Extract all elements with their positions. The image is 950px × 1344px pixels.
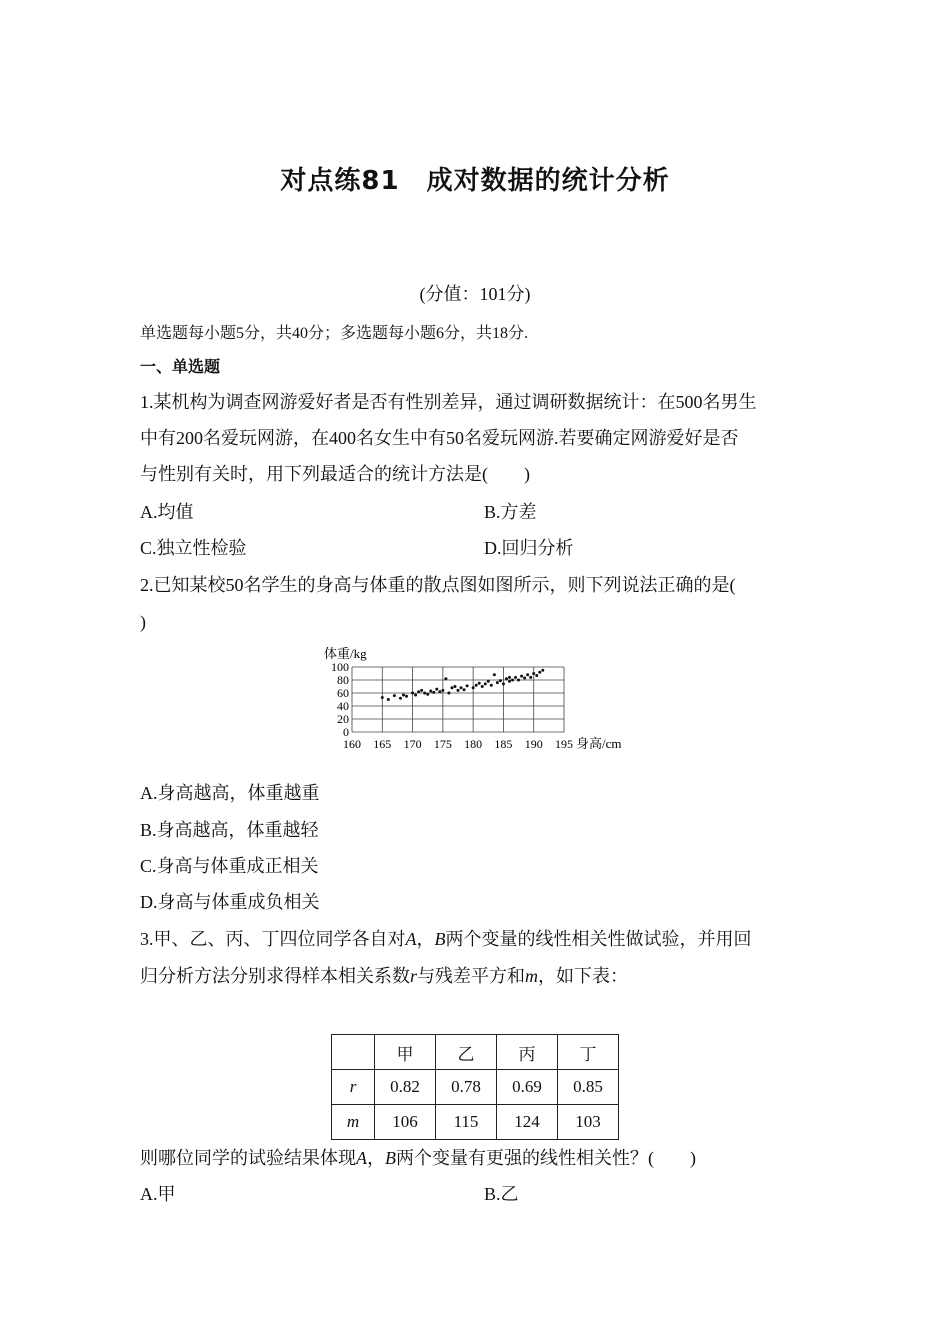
q1-line1: 1.某机构为调查网游爱好者是否有性别差异，通过调研数据统计：在500名男生: [140, 392, 757, 412]
scatter-point: [460, 686, 463, 689]
chart-grid: [352, 667, 564, 732]
q1-option-d: D.回归分析: [484, 538, 574, 558]
x-tick-label: 195: [555, 737, 573, 751]
x-tick-labels: [343, 737, 573, 751]
scatter-point: [435, 688, 438, 691]
x-tick-label: 160: [343, 737, 361, 751]
q3-option-a: A.甲: [140, 1184, 176, 1204]
scatter-point: [475, 684, 478, 687]
scatter-point: [438, 690, 441, 693]
scatter-point: [399, 697, 402, 700]
q1-option-a: A.均值: [140, 502, 194, 522]
y-tick-label: 40: [337, 699, 349, 713]
scatter-point: [523, 677, 526, 680]
y-tick-label: 80: [337, 673, 349, 687]
scatter-point: [496, 681, 499, 684]
scatter-point: [502, 682, 505, 685]
scatter-point: [505, 677, 508, 680]
scatter-point: [423, 692, 426, 695]
x-tick-label: 175: [433, 737, 452, 751]
scatter-point: [493, 673, 496, 676]
var-m: m: [525, 966, 539, 986]
q3-question-sep: ，: [367, 1148, 385, 1168]
results-table: [331, 1034, 619, 1140]
table-cell: 丙: [497, 1035, 558, 1070]
q3-line2-part-c: ，如下表：: [538, 966, 629, 986]
score-note: (分值：101分): [419, 284, 531, 304]
q1-option-b: B.方差: [484, 502, 537, 522]
x-axis-label: 身高/cm: [576, 736, 622, 751]
table-cell: 103: [558, 1105, 619, 1140]
y-tick-label: 20: [337, 712, 349, 726]
scatter-point: [481, 685, 484, 688]
scatter-point: [457, 689, 460, 692]
scatter-point: [463, 688, 466, 691]
table-cell: 124: [497, 1105, 558, 1140]
scatter-point: [450, 686, 453, 689]
scatter-point: [429, 690, 432, 693]
x-tick-label: 170: [403, 737, 422, 751]
scatter-point: [532, 672, 535, 675]
var-a: A: [405, 929, 417, 949]
q2-option-a: A.身高越高，体重越重: [140, 783, 320, 803]
q2-line1: 2.已知某校50名学生的身高与体重的散点图如图所示，则下列说法正确的是(: [140, 575, 736, 595]
scatter-point: [411, 692, 414, 695]
scatter-point: [414, 693, 417, 696]
table-header-row: [332, 1035, 619, 1070]
y-tick-labels: [331, 660, 349, 739]
scatter-point: [466, 684, 469, 687]
table-cell: 106: [375, 1105, 436, 1140]
scoring-rule: 单选题每小题5分，共40分；多选题每小题6分，共18分.: [140, 325, 529, 342]
scatter-point: [508, 680, 511, 683]
scatter-point: [517, 679, 520, 682]
var-b: B: [385, 1148, 396, 1168]
scatter-point: [526, 673, 529, 676]
scatter-point: [405, 695, 408, 698]
q1-option-c: C.独立性检验: [140, 538, 247, 558]
q3-line1-part-b: ，: [416, 929, 435, 949]
scatter-point: [393, 694, 396, 697]
y-axis-label: 体重/kg: [324, 646, 367, 661]
q3-line1-part-c: 两个变量的线性相关性做试验，并用回: [445, 929, 752, 949]
scatter-point: [447, 692, 450, 695]
table-cell: 甲: [375, 1035, 436, 1070]
section-heading: 一、单选题: [140, 357, 221, 376]
q3-question-part-b: 两个变量有更强的线性相关性？( ): [396, 1148, 696, 1168]
scatter-point: [520, 675, 523, 678]
q3-question: [140, 1146, 696, 1170]
table-row-label: r: [332, 1070, 375, 1105]
scatter-point: [499, 679, 502, 682]
var-r: r: [410, 966, 418, 986]
table-cell: 0.78: [436, 1070, 497, 1105]
y-tick-label: 100: [331, 660, 349, 674]
y-tick-label: 0: [343, 725, 349, 739]
q2-option-d: D.身高与体重成负相关: [140, 892, 320, 912]
scatter-point: [538, 671, 541, 674]
scatter-point: [490, 684, 493, 687]
scatter-point: [511, 679, 514, 682]
scatter-point: [487, 680, 490, 683]
y-tick-label: 60: [337, 686, 349, 700]
q2-line2: ): [140, 612, 146, 632]
scatter-point: [381, 696, 384, 699]
scatter-point: [514, 676, 517, 679]
x-tick-label: 180: [464, 737, 483, 751]
table-cell: 乙: [436, 1035, 497, 1070]
scatter-point: [478, 682, 481, 685]
x-tick-label: 185: [494, 737, 513, 751]
q1-line3: 与性别有关时，用下列最适合的统计方法是( ): [140, 464, 530, 484]
table-cell: 0.82: [375, 1070, 436, 1105]
scatter-point: [420, 689, 423, 692]
table-row-label: m: [332, 1105, 375, 1140]
scatter-point: [529, 676, 532, 679]
scatter-point: [541, 669, 544, 672]
scatter-point: [453, 685, 456, 688]
scatter-chart: [322, 640, 642, 760]
q3-line2-part-a: 归分析方法分别求得样本相关系数: [140, 966, 410, 986]
scatter-point: [417, 690, 420, 693]
var-b: B: [434, 929, 446, 949]
table-cell: 115: [436, 1105, 497, 1140]
table-row: [332, 1105, 619, 1140]
table-cell: [332, 1035, 375, 1070]
table-cell: 丁: [558, 1035, 619, 1070]
q3-line2-part-b: 与残差平方和: [417, 966, 526, 986]
scatter-point: [472, 686, 475, 689]
scatter-point: [426, 693, 429, 696]
q3-line1-part-a: 3.甲、乙、丙、丁四位同学各自对: [140, 929, 406, 949]
scatter-point: [444, 677, 447, 680]
scatter-point: [508, 676, 511, 679]
q3-line1: [140, 927, 752, 951]
table-cell: 0.85: [558, 1070, 619, 1105]
scatter-point: [402, 693, 405, 696]
scatter-point: [387, 698, 390, 701]
q2-option-b: B.身高越高，体重越轻: [140, 820, 319, 840]
q3-line2: [140, 964, 628, 988]
scatter-point: [441, 689, 444, 692]
q3-option-b: B.乙: [484, 1184, 519, 1204]
page-title: 对点练81 成对数据的统计分析: [280, 166, 670, 196]
scatter-point: [432, 691, 435, 694]
table-cell: 0.69: [497, 1070, 558, 1105]
scatter-point: [535, 674, 538, 677]
x-tick-label: 165: [373, 737, 392, 751]
q1-line2: 中有200名爱玩网游，在400名女生中有50名爱玩网游.若要确定网游爱好是否: [140, 428, 739, 448]
table-row: [332, 1070, 619, 1105]
var-a: A: [356, 1148, 367, 1168]
x-tick-label: 190: [524, 737, 543, 751]
q3-question-part-a: 则哪位同学的试验结果体现: [140, 1148, 356, 1168]
q2-option-c: C.身高与体重成正相关: [140, 856, 319, 876]
scatter-points: [381, 669, 545, 701]
scatter-point: [484, 682, 487, 685]
